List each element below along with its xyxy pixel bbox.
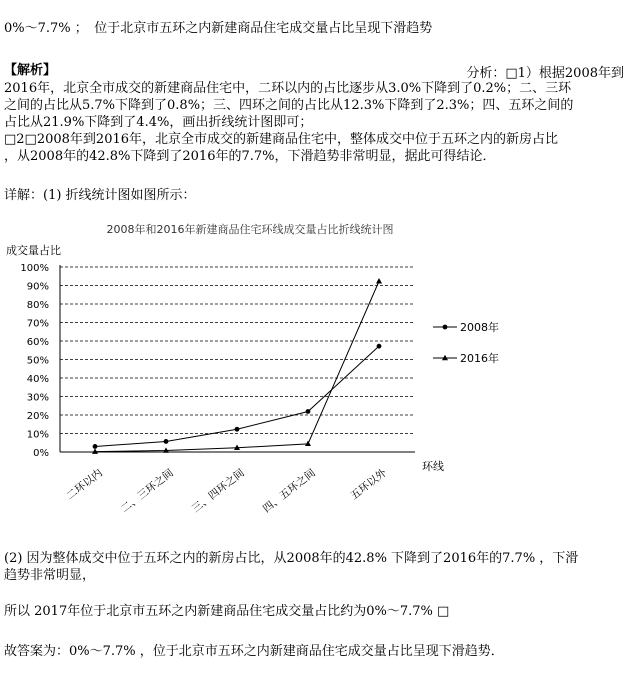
conclusion-line: 所以 2017年位于北京市五环之内新建商品住宅成交量占比约为0%～7.7% □ <box>4 604 450 619</box>
data-point-2016年 <box>305 441 311 446</box>
analysis-line-5: □2□2008年到2016年，北京全市成交的新建商品住宅中，整体成交中位于五环之内的新房占比 <box>4 132 559 147</box>
data-point-2008年 <box>377 344 382 349</box>
detail-line: 详解：(1) 折线统计图如图所示： <box>4 188 196 203</box>
data-point-2008年 <box>306 409 311 414</box>
y-tick-label: 60% <box>26 337 49 348</box>
part2-line-1: (2) 因为整体成交中位于五环之内的新房占比，从2008年的42.8% 下降到了2016年的7.7% ，下滑 <box>4 551 579 566</box>
analysis-line-2: 2016年，北京全市成交的新建商品住宅中，二环以内的占比逐步从3.0%下降到了0.2%；二、三环 <box>4 81 572 96</box>
x-tick-label: 二、三环之间 <box>118 466 176 516</box>
data-point-2008年 <box>235 427 240 432</box>
data-point-2008年 <box>164 439 169 444</box>
y-tick-label: 90% <box>26 281 49 293</box>
analysis-tag: 【解析】 <box>4 63 57 78</box>
y-tick-label: 0% <box>33 448 49 459</box>
y-tick-label: 50% <box>26 355 49 367</box>
part2-line-2: 趋势非常明显， <box>4 568 96 583</box>
y-tick-label: 20% <box>26 411 49 422</box>
analysis-line-6: ，从2008年的42.8%下降到了2016年的7.7%，下滑趋势非常明显，据此可得结论． <box>4 149 496 164</box>
y-tick-label: 80% <box>26 300 49 311</box>
analysis-heading: 分析：□1）根据2008年到 <box>466 66 624 81</box>
series-line-2016年 <box>95 281 379 451</box>
chart-title: 2008年和2016年新建商品住宅环线成交量占比折线统计图 <box>106 223 394 236</box>
analysis-line-3: 之间的占比从5.7%下降到了0.8%；三、四环之间的占比从12.3%下降到了2.3%；四、五环之间的 <box>4 98 574 113</box>
analysis-line-4: 占比从21.9%下降到了4.4%，画出折线统计图即可； <box>4 115 313 130</box>
y-tick-label: 100% <box>20 263 49 274</box>
legend-marker <box>443 325 448 330</box>
x-tick-label: 四、五环之间 <box>260 466 318 516</box>
top-answer-line: 0%～7.7% ； 位于北京市五环之内新建商品住宅成交量占比呈现下滑趋势 <box>4 21 433 36</box>
x-tick-label: 三、四环之间 <box>189 466 247 516</box>
x-axis-label: 环线 <box>422 460 444 473</box>
data-point-2008年 <box>93 444 98 449</box>
y-tick-label: 70% <box>26 318 49 330</box>
legend-label: 2008年 <box>460 321 499 334</box>
x-tick-label: 二环以内 <box>64 466 105 503</box>
y-tick-label: 40% <box>26 374 49 385</box>
final-answer-line: 故答案为：0%～7.7% ，位于北京市五环之内新建商品住宅成交量占比呈现下滑趋势． <box>4 644 504 659</box>
line-chart <box>0 220 630 550</box>
legend-label: 2016年 <box>460 352 499 365</box>
y-tick-label: 30% <box>26 392 49 404</box>
x-tick-label: 五环以外 <box>348 466 389 503</box>
data-point-2016年 <box>376 278 382 283</box>
y-axis-label: 成交量占比 <box>6 244 61 257</box>
y-tick-label: 10% <box>26 429 49 441</box>
